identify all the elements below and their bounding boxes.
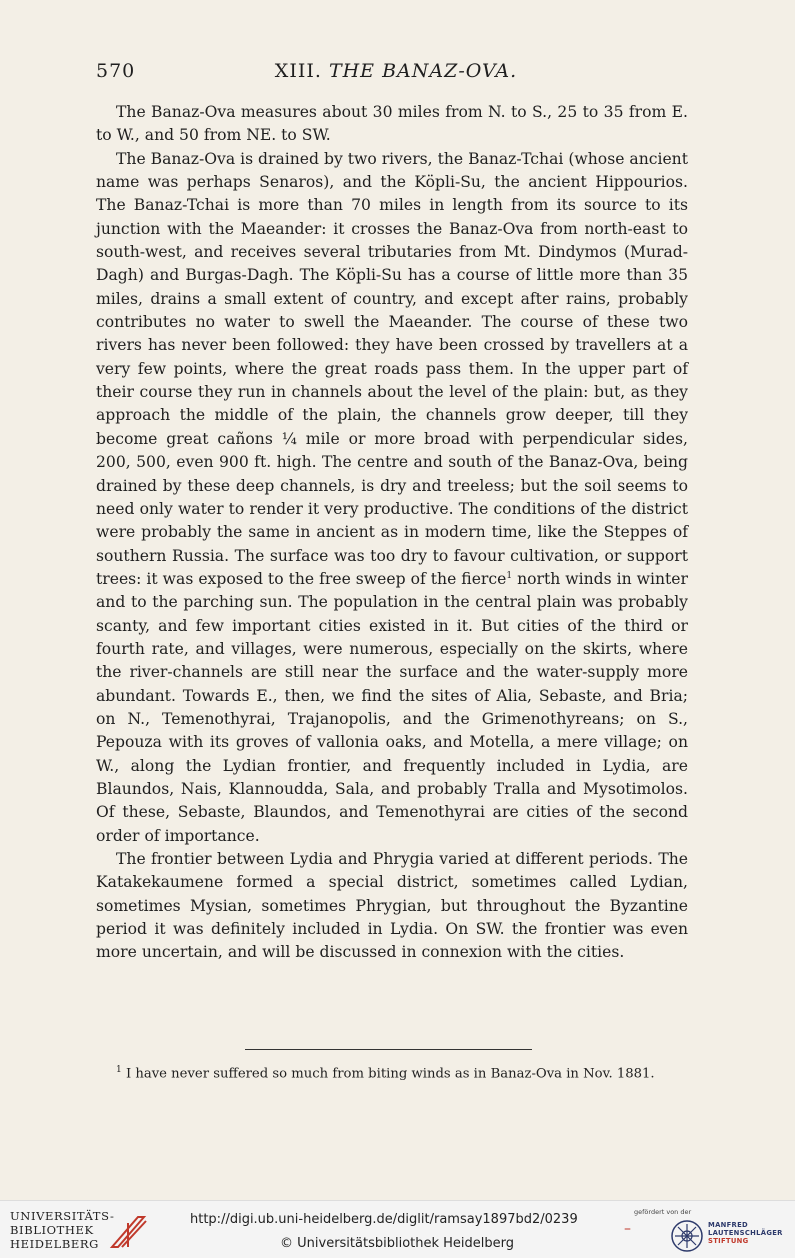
footnote-divider (245, 1049, 532, 1050)
footnote-paragraph (96, 1061, 688, 1083)
library-logo[interactable] (10, 1209, 145, 1253)
chapter-title: THE BANAZ-OVA. (328, 60, 518, 82)
sponsor-name-line: LAUTENSCHLÄGER (708, 1229, 783, 1237)
paragraph-part: The Banaz-Ova is drained by two rivers, the Banaz-Tchai (whose ancient name was perhaps Senaros), and the Köpli-Su, the ancient Hippourios. The Banaz-Tchai is more than 70 miles in length from its source to its junction with the Maeander: it crosses the Banaz-Ova from north-east to south-west, and receives several tributaries from Mt. Dindymos (Murad-Dagh) and Burgas-Dagh. The Köpli-Su has a course of little more than 35 miles, drains a small extent of country, and except after rains, probably contributes no water to swell the Maeander. The course of these two rivers has never been followed: they have been crossed by travellers at a very few points, where the great roads pass them. In the upper part of their course they run in channels about the level of the plain: but, as they approach the middle of the plain, the channels grow deeper, till they become great cañons ¼ mile or more broad with perpendicular sides, 200, 500, even 900 ft. high. The centre and south of the Banaz-Ova, being drained by these deep channels, is dry and treeless; but the soil seems to need only water to render it very productive. The conditions of the district were probably the same in ancient as in modern time, like the Steppes of southern Russia. The surface was too dry to favour cultivation, or support trees: it was exposed to the free sweep of the fierce (96, 149, 688, 588)
footnote-marker: 1 (116, 1065, 122, 1075)
library-emblem-icon (108, 1211, 148, 1251)
sponsor-name-line: STIFTUNG (708, 1237, 749, 1245)
paragraph-part: north winds in winter and to the parching sun. The population in the central plain was probably scanty, and few important cities existed in it. But cities of the third or fourth rate, and villages, were numerous, especially on the skirts, where the river-channels are still near the surface and the water-supply more abundant. Towards E., then, we find the sites of Alia, Sebaste, and Bria; on N., Temenothyrai, Trajanopolis, and the Grimenothyreans; on S., Pepouza with its groves of vallonia oaks, and Motella, a mere village; on W., along the Lydian frontier, and frequently included in Lydia, are Blaundos, Nais, Klannoudda, Sala, and probably Tralla and Mysotimolos. Of these, Sebaste, Blaundos, and Temenothyrai are cities of the second order of importance. (96, 569, 688, 845)
separator-dash: – (624, 1221, 631, 1237)
running-title (96, 60, 696, 82)
page-header (96, 60, 696, 90)
paragraph: The Banaz-Ova measures about 30 miles from N. to S., 25 to 35 from E. to W., and 50 from NE. to SW. (96, 103, 688, 145)
sponsor-emblem-icon (670, 1219, 704, 1253)
sponsor-logo[interactable] (620, 1203, 790, 1256)
main-text (96, 101, 688, 965)
copyright-notice: © Universitätsbibliothek Heidelberg (280, 1236, 515, 1251)
chapter-number: XIII. (274, 60, 322, 82)
page-number: 570 (96, 60, 136, 82)
footnote-text: I have never suffered so much from biting winds as in Banaz-Ova in Nov. 1881. (125, 1066, 655, 1082)
paragraph: The frontier between Lydia and Phrygia varied at different periods. The Katakekaumene formed a special district, sometimes called Lydian, sometimes Mysian, sometimes Phrygian, but throughout the Byzantine period it was definitely included in Lydia. On SW. the frontier was even more uncertain, and will be discussed in connexion with the cities. (96, 850, 688, 962)
footnote (96, 1061, 688, 1083)
sponsor-label: gefördert von der (634, 1208, 692, 1216)
footnote-reference[interactable]: 1 (506, 570, 513, 581)
library-name-line: HEIDELBERG (10, 1237, 99, 1251)
paragraph (96, 148, 688, 848)
sponsor-name (708, 1221, 783, 1245)
viewer-footer (0, 1200, 795, 1258)
library-name (10, 1209, 114, 1251)
library-name-line: UNIVERSITÄTS- (10, 1209, 115, 1223)
permalink-url[interactable]: http://digi.ub.uni-heidelberg.de/diglit/ramsay1897bd2/0239 (190, 1212, 578, 1227)
library-name-line: BIBLIOTHEK (10, 1223, 94, 1237)
sponsor-name-line: MANFRED (708, 1221, 748, 1229)
